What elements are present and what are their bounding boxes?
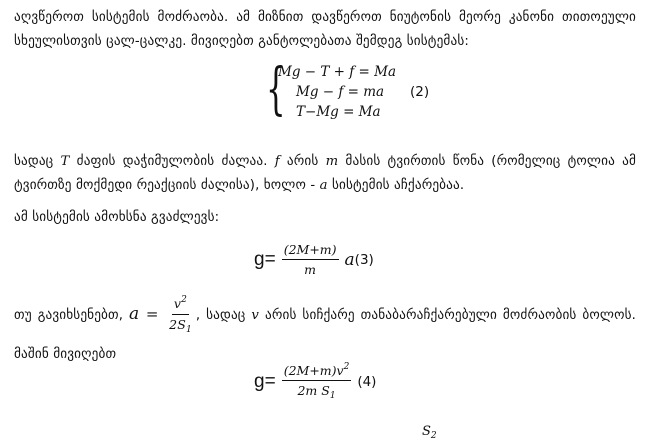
text-segment: არის სიჩქარე თანაბარაჩქარებული მოძრაობის ბოლოს. მაშინ მივიღებთ xyxy=(14,308,636,362)
symbol-m: m xyxy=(325,154,339,169)
formula-3 xyxy=(254,242,374,277)
formula-3-equals: = xyxy=(264,248,276,270)
symbol-a: a xyxy=(319,178,328,193)
text-segment: თუ გავიხსენებთ, xyxy=(14,308,130,323)
paragraph-intro: აღვწეროთ სისტემის მოძრაობა. ამ მიზნით დავწეროთ ნიუტონის მეორე კანონი თითოეული სხეულისთვის ცალ-ცალკე. მივიღებთ განტოლებათა შემდეგ სისტემას: xyxy=(14,10,636,49)
inline-numerator-sup: 2 xyxy=(181,295,188,305)
paragraph-solution: ამ სისტემის ამოხსნა გვაძლევს: xyxy=(14,210,220,225)
inline-equals: = xyxy=(139,305,166,323)
symbol-f: f xyxy=(274,154,280,169)
formula-4-denominator xyxy=(295,381,337,401)
equation-number-2: (2) xyxy=(410,84,430,100)
equation-number-4: (4) xyxy=(357,373,377,390)
system-line-3: T−Mg = Ma xyxy=(296,104,381,120)
symbol-T: T xyxy=(60,154,70,169)
text-segment: , xyxy=(195,308,201,323)
formula-4-fraction xyxy=(282,362,352,401)
text-segment: სადაც xyxy=(14,154,61,169)
inline-denominator xyxy=(167,315,194,338)
cut-off-fraction-sub: 2 xyxy=(430,431,437,441)
text-segment: სადაც xyxy=(200,308,252,323)
paragraph-definitions xyxy=(14,150,636,198)
formula-3-numerator: (2M+m) xyxy=(282,242,339,260)
cut-off-fraction-label: S xyxy=(422,424,431,439)
text-segment: არის xyxy=(279,154,326,169)
formula-3-a: a xyxy=(344,249,355,270)
inline-numerator-v: v xyxy=(173,296,182,311)
formula-4-numerator xyxy=(282,362,352,381)
inline-a: a xyxy=(129,304,140,324)
formula-4 xyxy=(254,362,376,401)
system-line-2: Mg − f = ma xyxy=(296,84,385,100)
text-segment: მასის ტვირთის წონა (რომელიც ტოლია ამ ტვირთზე მოქმედი რეაქციის ძალისა), ხოლო - xyxy=(14,154,636,193)
formula-3-g: g xyxy=(254,248,265,270)
formula-4-numerator-text: (2M+m)v xyxy=(283,363,344,378)
paragraph-velocity xyxy=(14,292,636,372)
inline-denominator-s: 2S xyxy=(169,317,186,332)
formula-4-denominator-text: 2m S xyxy=(297,383,330,398)
text-segment: ძაფის დაჭიმულობის ძალაა. xyxy=(69,154,275,169)
text-segment: სისტემის აჩქარებაა. xyxy=(327,178,465,193)
formula-4-equals: = xyxy=(264,370,276,392)
brace-symbol: { xyxy=(266,57,286,122)
formula-3-denominator: m xyxy=(304,262,317,277)
equation-number-3: (3) xyxy=(354,251,374,268)
symbol-v: v xyxy=(251,308,260,323)
inline-numerator xyxy=(172,292,189,315)
formula-4-g: g xyxy=(254,370,265,392)
system-line-1: Mg − T + f = Ma xyxy=(278,64,397,80)
formula-4-denominator-sub: 1 xyxy=(329,391,336,401)
inline-denominator-sub: 1 xyxy=(185,325,192,335)
cut-off-fraction xyxy=(422,424,437,441)
formula-4-numerator-sup: 2 xyxy=(343,362,350,372)
inline-fraction xyxy=(167,292,194,338)
formula-3-fraction xyxy=(282,242,339,277)
